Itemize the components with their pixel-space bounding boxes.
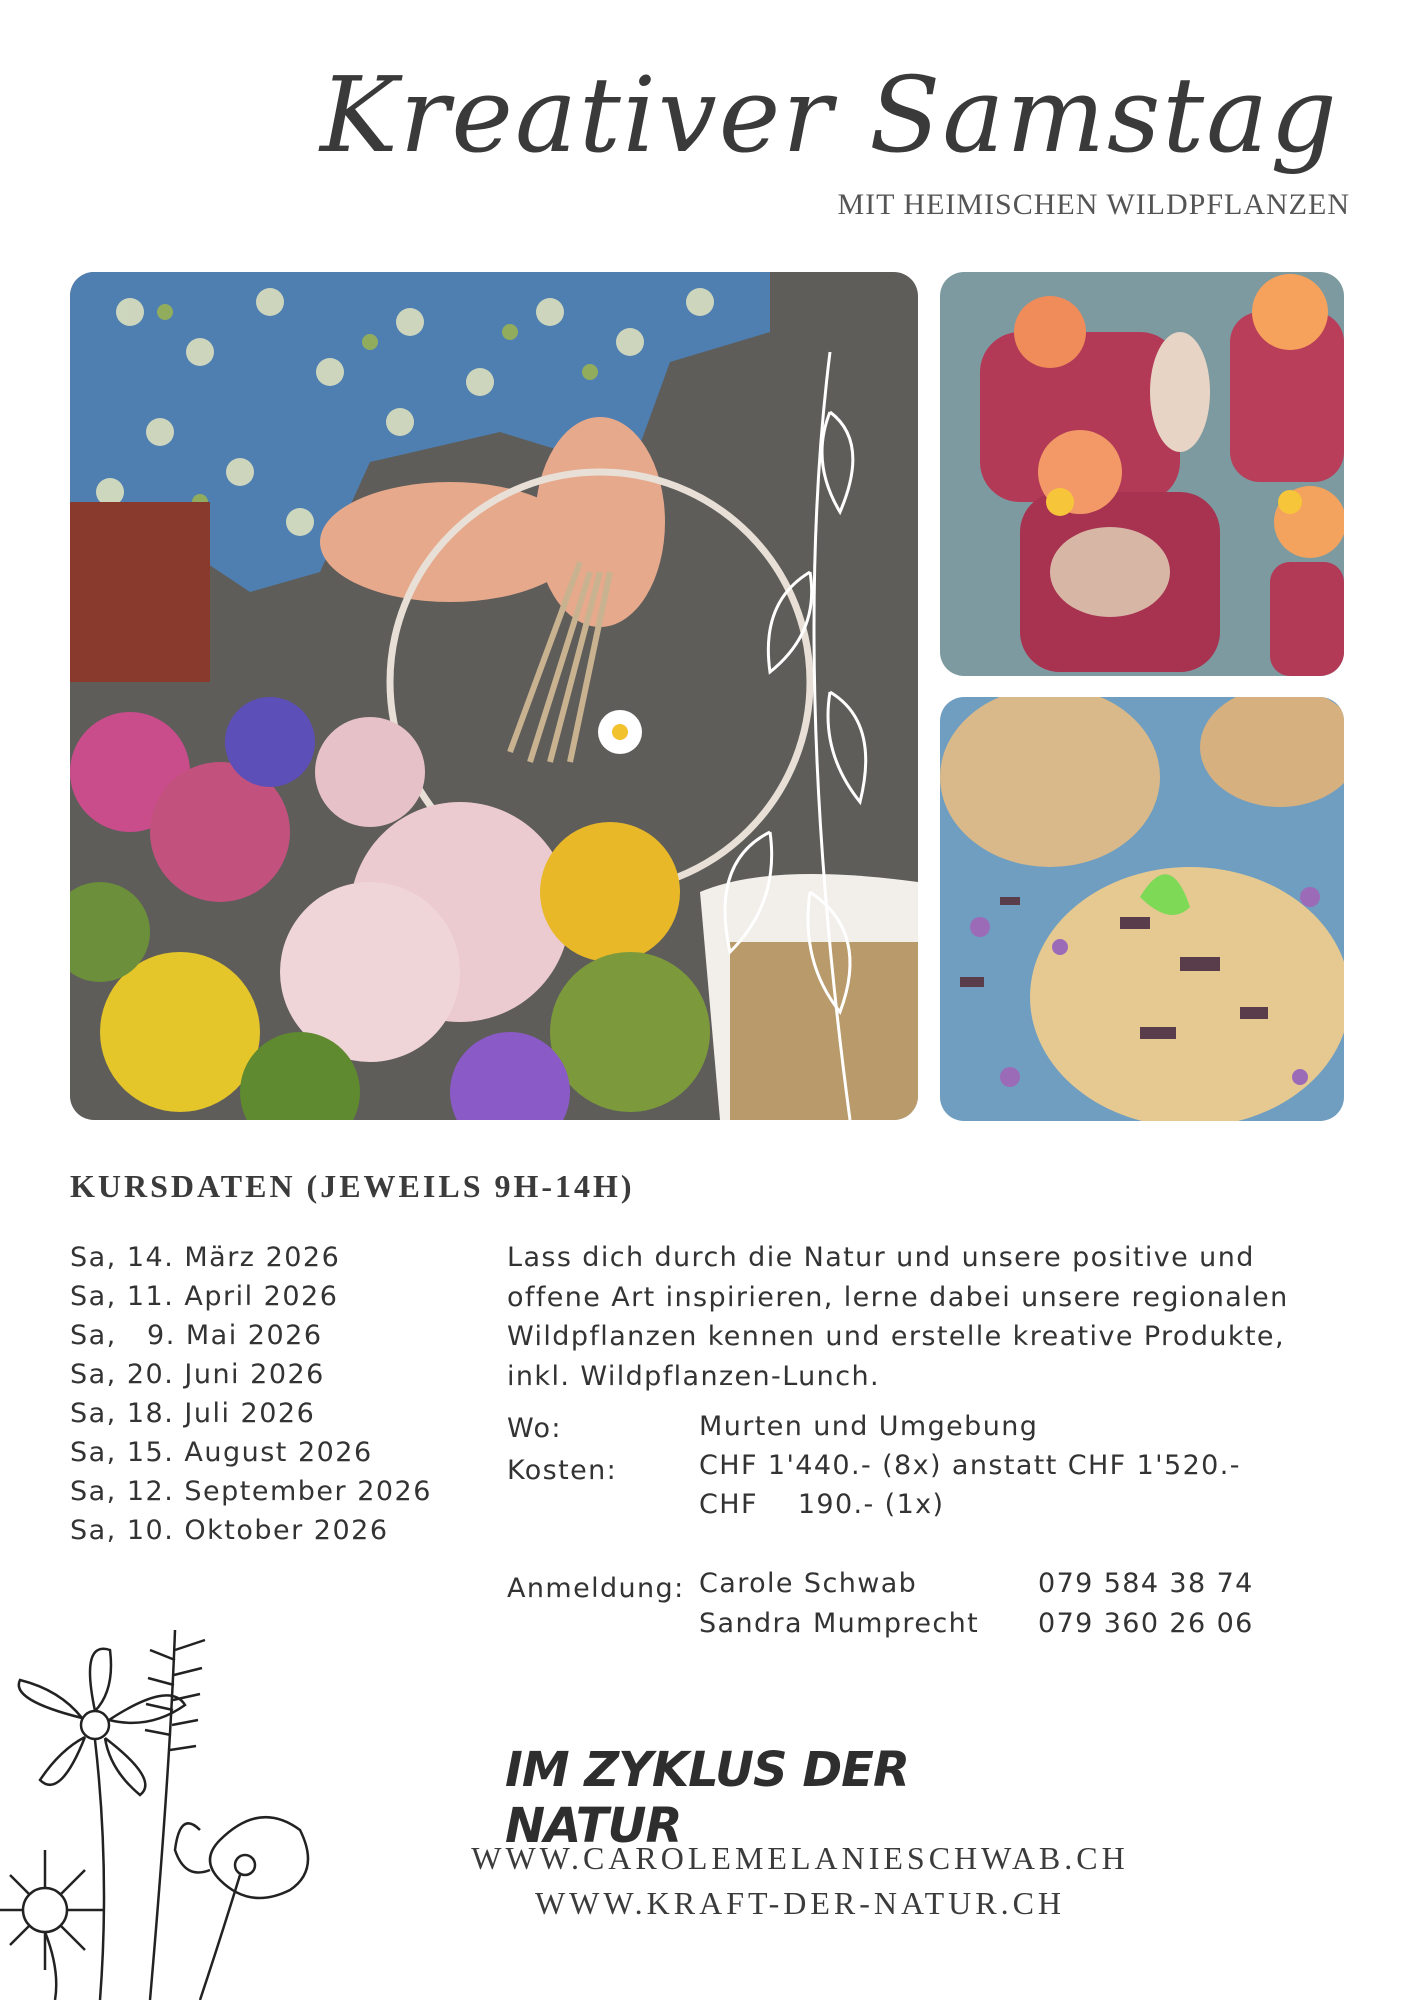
course-date: Sa, 10. Oktober 2026 (70, 1515, 389, 1546)
course-date: Sa, 11. April 2026 (70, 1281, 339, 1312)
where-value: Murten und Umgebung (699, 1411, 1039, 1442)
wildflower-illustration (0, 1620, 340, 2000)
wraps-photo (940, 272, 1344, 676)
contact-phone: 079 360 26 06 (1038, 1608, 1254, 1639)
website-link-1[interactable]: WWW.CAROLEMELANIESCHWAB.CH (471, 1840, 1129, 1876)
slogan: IM ZYKLUS DER NATUR (505, 1742, 909, 1854)
where-label: Wo: (507, 1413, 562, 1444)
course-dates-heading: KURSDATEN (JEWEILS 9H-14H) (70, 1168, 635, 1204)
website-link-2[interactable]: WWW.KRAFT-DER-NATUR.CH (534, 1885, 1066, 1921)
cost-line-2: CHF 190.- (1x) (699, 1489, 945, 1520)
course-description: Lass dich durch die Natur und unsere positive und offene Art inspirieren, lerne dabei unsere regionalen Wildpflanzen kennen und erstelle kreative Produkte, inkl. Wildpflanzen-Lunch. (507, 1242, 1289, 1392)
workshop-photo (70, 272, 918, 1120)
page-title: Kreativer Samstag (320, 54, 1339, 176)
signup-label: Anmeldung: (507, 1573, 685, 1604)
contact-phone: 079 584 38 74 (1038, 1568, 1254, 1599)
course-date-list (70, 1238, 510, 1550)
muffins-photo (940, 697, 1344, 1121)
course-date: Sa, 12. September 2026 (70, 1476, 432, 1507)
cost-line-1: CHF 1'440.- (8x) anstatt CHF 1'520.- (699, 1450, 1241, 1481)
contact-name: Sandra Mumprecht (699, 1608, 980, 1639)
page-subtitle: MIT HEIMISCHEN WILDPFLANZEN (837, 188, 1350, 221)
course-date: Sa, 18. Juli 2026 (70, 1398, 316, 1429)
course-date: Sa, 20. Juni 2026 (70, 1359, 325, 1390)
contact-name: Carole Schwab (699, 1568, 918, 1599)
cost-label: Kosten: (507, 1455, 618, 1486)
course-date: Sa, 9. Mai 2026 (70, 1320, 323, 1351)
course-date: Sa, 15. August 2026 (70, 1437, 373, 1468)
course-date: Sa, 14. März 2026 (70, 1242, 341, 1273)
